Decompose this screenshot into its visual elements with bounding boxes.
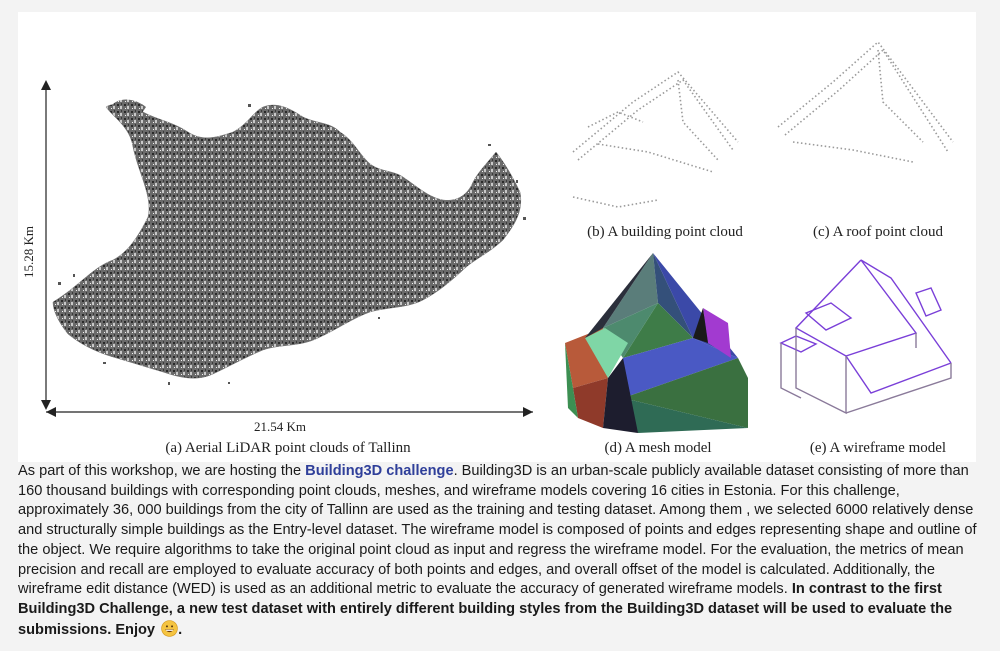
building3d-challenge-link[interactable]: Building3D challenge — [305, 463, 454, 479]
figure-panel — [18, 12, 976, 462]
caption-c: (c) A roof point cloud — [813, 224, 943, 240]
tallinn-point-cloud-map — [18, 12, 538, 432]
wireframe-model — [776, 248, 976, 438]
roof-point-cloud — [773, 32, 963, 192]
article-bold-note: In contrast to the first Building3D Challenge, a new test dataset with entirely different building styles from the Building3D dataset will be used to evaluate the submissions. Enjoy — [18, 581, 953, 638]
article-end-mark: . — [178, 621, 183, 638]
map-height-label: 15.28 Km — [21, 226, 36, 278]
article-body: . Building3D is an urban-scale publicly available dataset consisting of more than 160 thousand buildings with corresponding point clouds, meshes, and wireframe models covering 16 cities in Estonia. For this challenge, approximately 36, 000 buildings from the city of Tallinn are used as the training and testing dataset. Among them , we selected 6000 relatively dense and structurally simple buildings as the Entry-level dataset. The wireframe model is composed of points and edges representing shape and outline of the object. We require algorithms to take the original point cloud as input and regress the wireframe model. For the evaluation, the metrics of mean precision and recall are employed to evaluate accuracy of both points and edges, and overall offset of the model is calculated. Additionally, the wireframe edit distance (WED) is used as an additional metric to evaluate the accuracy of generated wireframe models. — [18, 463, 977, 598]
mesh-model — [563, 248, 753, 438]
article-text — [18, 462, 980, 640]
article-intro: As part of this workshop, we are hosting the — [18, 463, 306, 479]
caption-e: (e) A wireframe model — [809, 440, 947, 456]
building-point-cloud — [558, 32, 748, 222]
grinning-face-emoji-icon — [161, 620, 178, 637]
caption-d: (d) A mesh model — [604, 440, 712, 456]
caption-a: (a) Aerial LiDAR point clouds of Tallinn — [165, 440, 411, 456]
caption-b: (b) A building point cloud — [587, 224, 743, 240]
map-width-label: 21.54 Km — [254, 419, 306, 434]
